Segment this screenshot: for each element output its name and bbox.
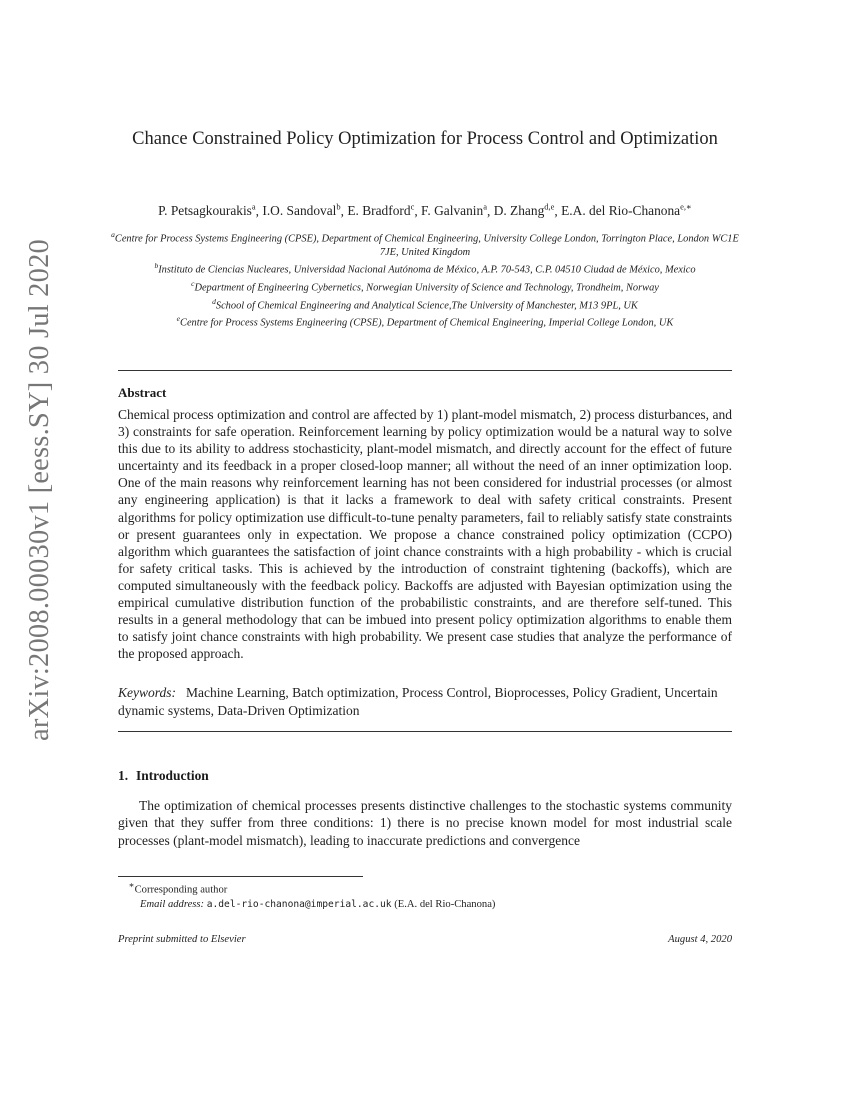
abstract-text: Chemical process optimization and control are affected by 1) plant-model mismatch, 2) process disturbances, and 3) constraints for safe operation. Reinforcement learning by policy optimization would be a natural way to solve this due to its ability to address stochasticity, plant-model mismatch, and directly account for the effect of future uncertainty and its feedback in a proper closed-loop manner; all without the need of an inner optimization loop. One of the main reasons why reinforcement learning has not been considered for industrial processes (or almost any engineering application) is that it lacks a framework to deal with safety critical constraints. Present algorithms for policy optimization use difficult-to-tune penalty parameters, fail to reliably satisfy state constraints or present guarantees only in expectation. We propose a chance constrained policy optimization (CCPO) algorithm which guarantees the satisfaction of joint chance constraints with a high probability - which is crucial for safety critical tasks. This is achieved by the introduction of constraint tightening (backoffs), which are computed simultaneously with the feedback policy. Backoffs are adjusted with Bayesian optimization using the empirical cumulative distribution function of the probabilistic constraints, and are therefore self-tuned. This results in a general methodology that can be imbued into present policy optimization algorithms to enable them to satisfy joint chance constraints with high probability. We present case studies that analyze the performance of the proposed approach. (118, 407, 732, 662)
footnote (118, 878, 732, 913)
keywords-label: Keywords: (118, 685, 176, 700)
affiliation: $^a$Centre for Process Systems Engineering (CPSE), Department of Chemical Engineering, University College London, Torrington Place, London WC1E 7JE, United Kingdom (111, 230, 739, 258)
section-number: 1. (118, 768, 129, 783)
email-address[interactable]: a.del-rio-chanona@imperial.ac.uk (206, 899, 392, 911)
footnote-corresponding: ∗Corresponding author (128, 880, 228, 896)
preprint-date: August 4, 2020 (668, 934, 732, 945)
author: E.A. del Rio-Chanona$^{e,∗}$ (561, 202, 692, 219)
affiliation: $^d$School of Chemical Engineering and Analytical Science,The University of Manchester, M13 9PL, UK (212, 296, 638, 312)
author: D. Zhang$^{d,e}$ (493, 202, 555, 219)
footnote-email-line (118, 898, 732, 913)
affiliation-list (108, 228, 742, 330)
author: E. Bradford$^c$ (347, 202, 415, 219)
section-heading (118, 768, 209, 784)
abstract-top-rule (118, 370, 732, 371)
introduction-text: The optimization of chemical processes presents distinctive challenges to the stochastic systems community given that they suffer from three conditions: 1) there is no precise known model for most industrial scale processes (plant-model mismatch), leading to inaccurate predictions and convergence (118, 798, 732, 848)
paper-title: Chance Constrained Policy Optimization for Process Control and Optimization (132, 129, 718, 149)
email-owner: (E.A. del Rio-Chanona) (394, 899, 496, 911)
preprint-note: Preprint submitted to Elsevier (118, 934, 246, 945)
author: I.O. Sandoval$^b$ (262, 202, 341, 219)
arxiv-identifier-text: arXiv:2008.00030v1 [eess.SY] 30 Jul 2020 (24, 239, 55, 741)
author-list: P. Petsagkourakis$^a$, I.O. Sandoval$^b$, E. Bradford$^c$, F. Galvanin$^a$, D. Zhang$^{d,e}$, E.A. del Rio-Chanona$^{e,∗}$ (158, 202, 692, 219)
author: P. Petsagkourakis$^a$ (158, 202, 256, 219)
arxiv-identifier-stamp (12, 170, 68, 810)
affiliation: $^e$Centre for Process Systems Engineering (CPSE), Department of Chemical Engineering, Imperial College London, UK (176, 314, 674, 329)
keywords-text: Machine Learning, Batch optimization, Process Control, Bioprocesses, Policy Gradient, Uncertain dynamic systems, Data-Driven Optimization (118, 685, 718, 718)
footnote-rule (118, 876, 363, 877)
abstract-bottom-rule (118, 731, 732, 732)
author: F. Galvanin$^a$ (421, 202, 487, 219)
email-label: Email address: (140, 899, 205, 911)
affiliation: $^b$Instituto de Ciencias Nucleares, Universidad Nacional Autónoma de México, A.P. 70-543, C.P. 04510 Ciudad de México, Mexico (154, 261, 696, 276)
affiliation: $^c$Department of Engineering Cybernetics, Norwegian University of Science and Technology, Trondheim, Norway (191, 278, 659, 294)
section-title: Introduction (136, 768, 209, 783)
abstract-heading: Abstract (118, 385, 167, 400)
keywords (118, 684, 732, 719)
